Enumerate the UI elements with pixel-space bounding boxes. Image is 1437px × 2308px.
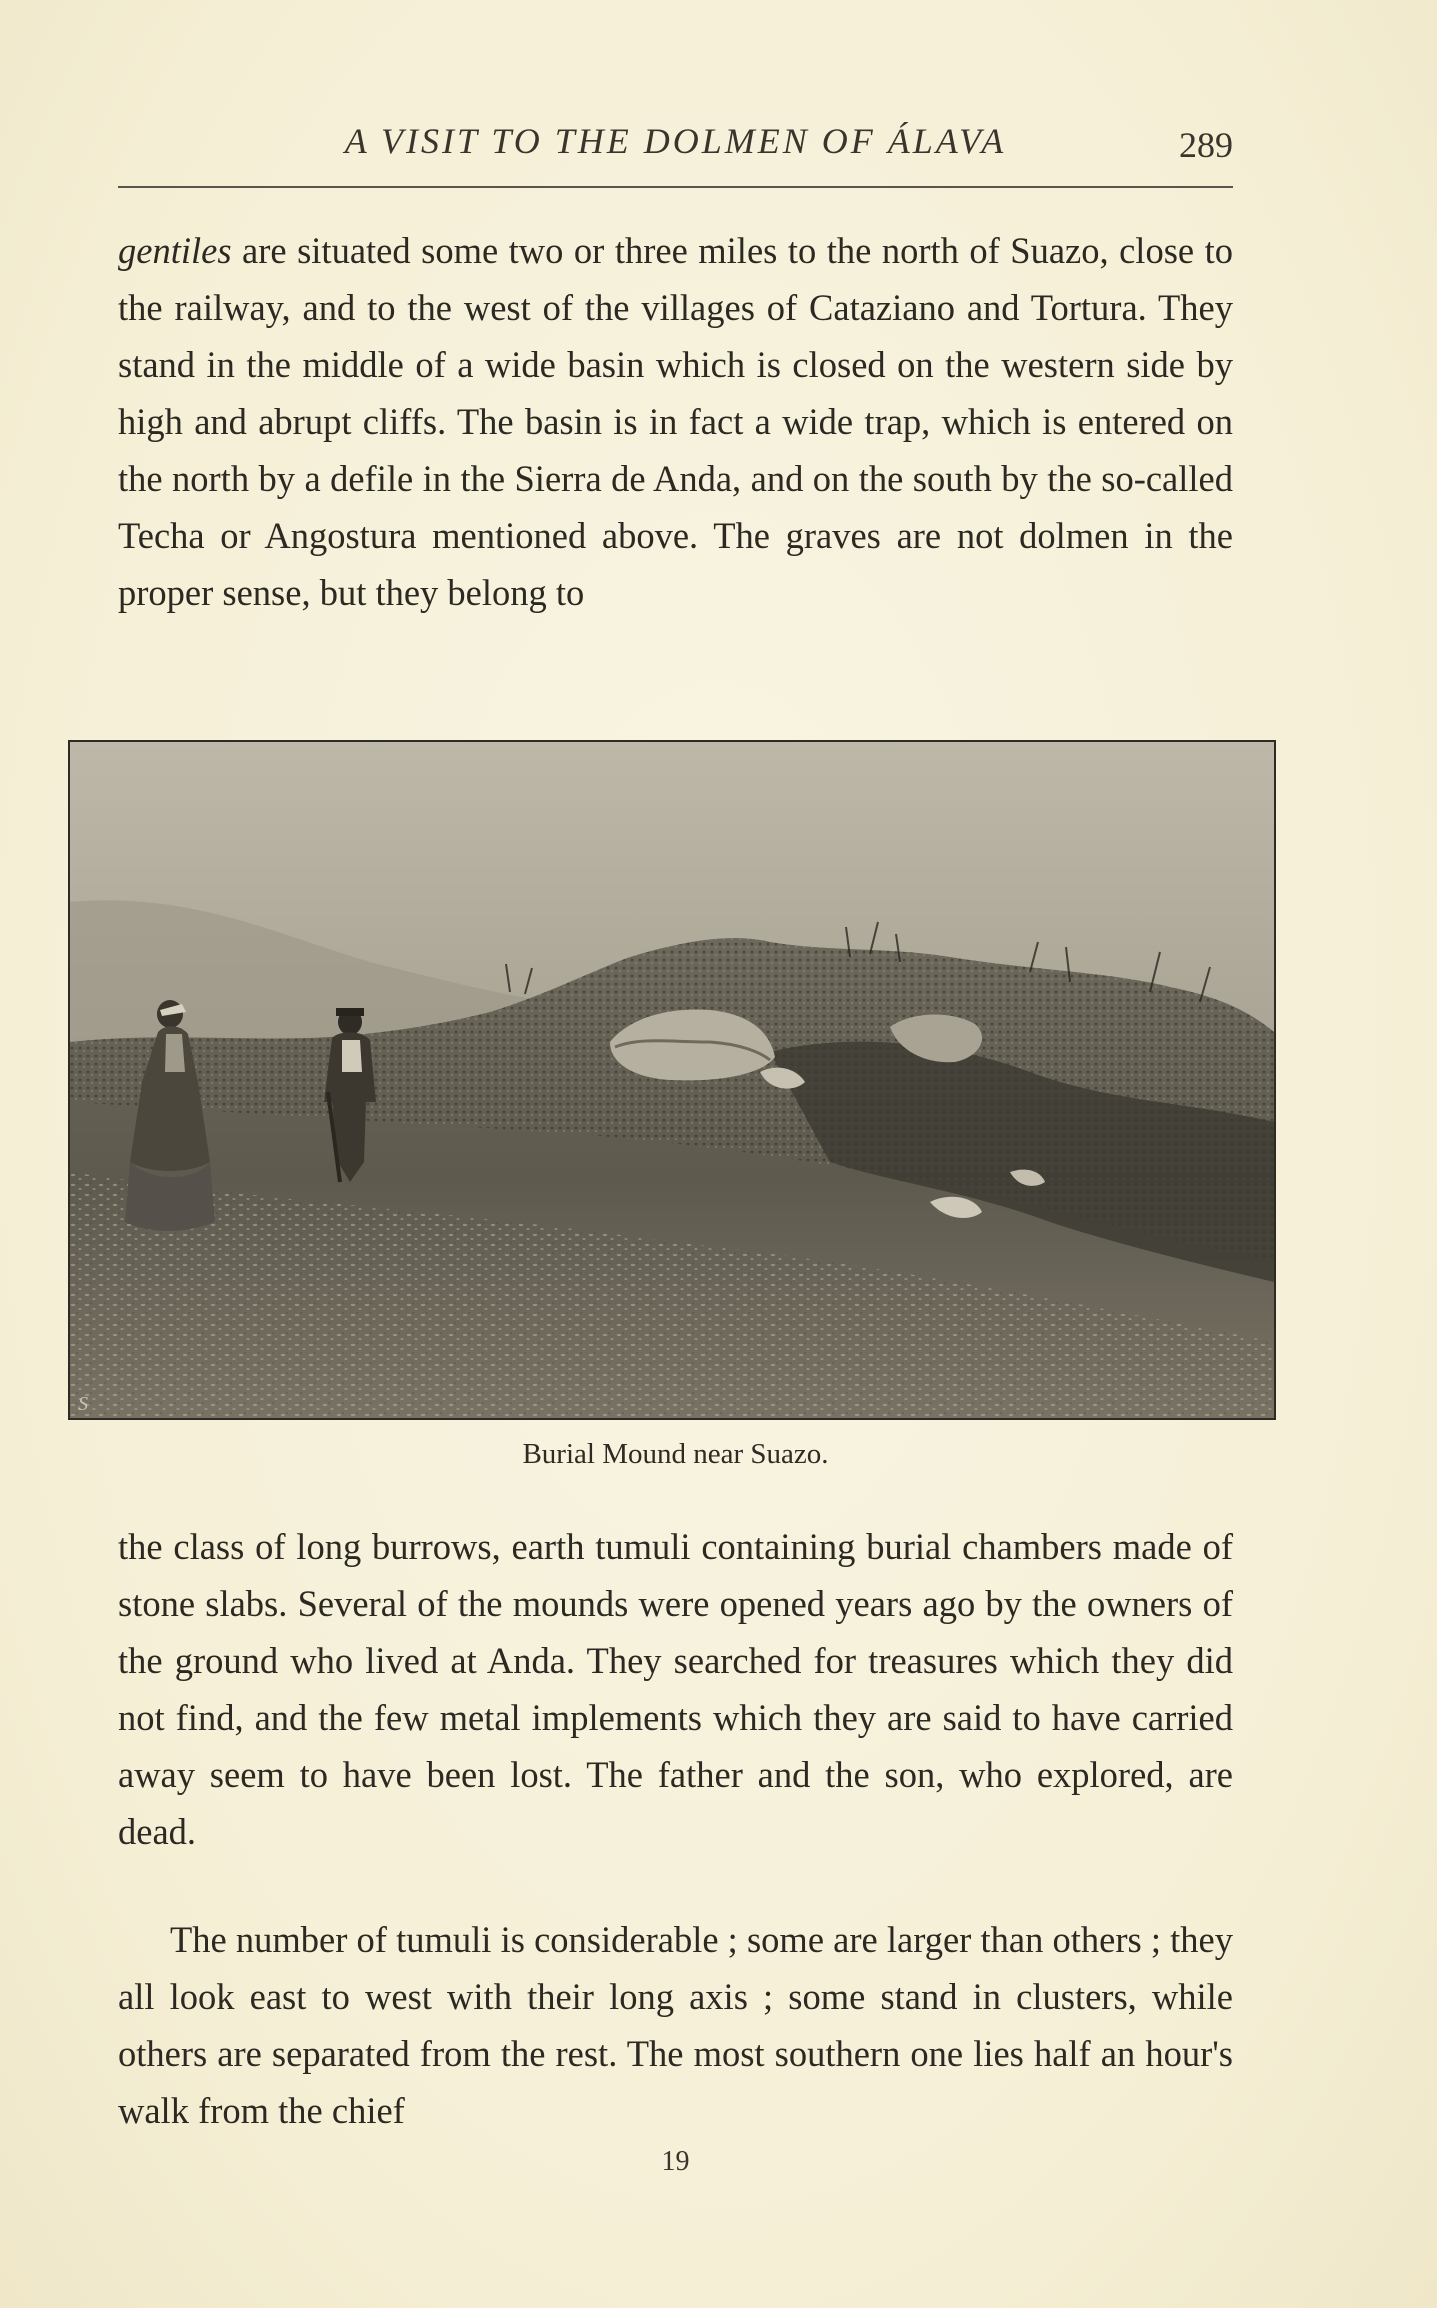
paragraph-3-text: The number of tumuli is considerable ; some are larger than others ; they all look east to west with their long axis ; some stand in clusters, while others are separated from the rest. The most southern one lies half an hour's walk from the chief bbox=[118, 1919, 1233, 2131]
photo-burial-mound bbox=[68, 740, 1276, 1420]
paragraph-1-text: are situated some two or three miles to the north of Suazo, close to the railway, and to the west of the villages of Cataziano and Tortura. They stand in the middle of a wide basin which is closed on the western side by high and abrupt cliffs. The basin is in fact a wide trap, which is entered on the north by a defile in the Sierra de Anda, and on the south by the so-called Techa or Angostura mentioned above. The graves are not dolmen in the proper sense, but they belong to bbox=[118, 230, 1233, 613]
svg-text:S: S bbox=[78, 1393, 88, 1415]
running-head bbox=[118, 118, 1233, 168]
running-title: A VISIT TO THE DOLMEN OF ÁLAVA bbox=[344, 121, 1007, 161]
page-number: 289 bbox=[1179, 125, 1233, 165]
italic-word: gentiles bbox=[118, 230, 232, 271]
figure-caption: Burial Mound near Suazo. bbox=[522, 1438, 829, 1470]
paragraph-2-text: the class of long burrows, earth tumuli containing burial chambers made of stone slabs. Several of the mounds were opened years ago by the owners of the ground who lived at Anda. They searched for treasures which they did not find, and the few metal implements which they are said to have carried away seem to have been lost. The father and the son, who explored, are dead. bbox=[118, 1526, 1233, 1852]
signature-mark: 19 bbox=[661, 2146, 690, 2177]
paragraph-3 bbox=[118, 1911, 1233, 2139]
photo-illustration bbox=[70, 742, 1274, 1418]
paragraph-2 bbox=[118, 1518, 1233, 1860]
header-rule bbox=[118, 186, 1233, 188]
paragraph-1 bbox=[118, 222, 1233, 621]
